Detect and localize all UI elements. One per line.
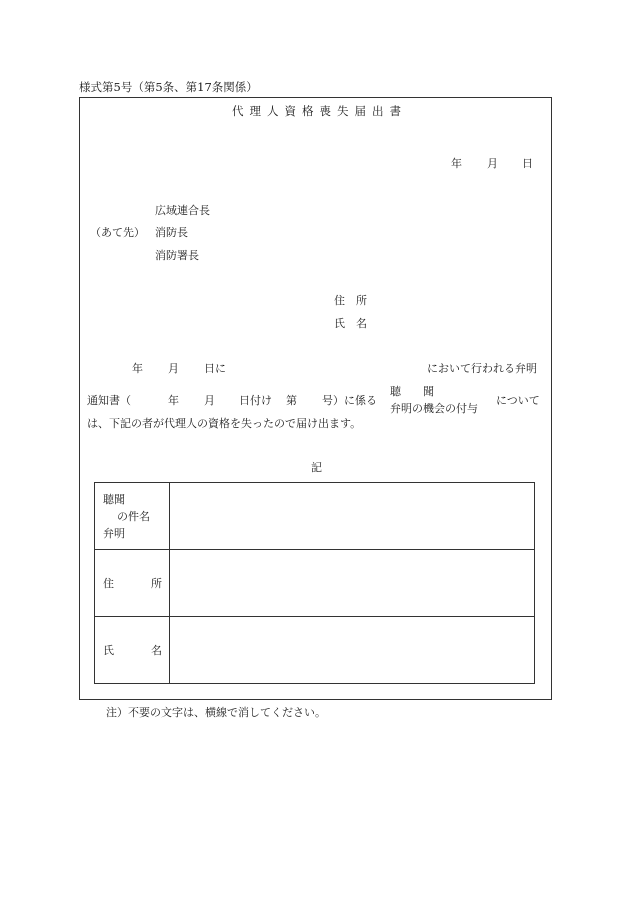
name-value-cell[interactable] [170, 617, 535, 684]
body-choice-explanation: 弁明の機会の付与 [390, 402, 478, 415]
addressee-line-1: 広域連合長 [155, 204, 210, 217]
body-l2-dai: 第 [286, 394, 297, 407]
address-value-cell[interactable] [170, 550, 535, 617]
name-label-b: 名 [151, 644, 162, 657]
footnote: 注）不要の文字は、横線で消してください。 [106, 706, 326, 719]
table-row [95, 550, 535, 617]
body-l3: は、下記の者が代理人の資格を失ったので届け出ます。 [87, 417, 362, 430]
ki-heading: 記 [311, 461, 322, 474]
body-l2-month: 月 [204, 394, 215, 407]
name-label-a: 氏 [103, 644, 114, 657]
case-name-value-cell[interactable] [170, 483, 535, 550]
body-l2-head: 通知書（ [87, 394, 131, 407]
table-row [95, 617, 535, 684]
body-l2-year: 年 [168, 394, 179, 407]
addressee-prefix: （あて先） [90, 226, 145, 239]
case-label-explanation: 弁明 [103, 527, 125, 540]
case-label-hearing: 聴聞 [103, 493, 125, 506]
body-l1-month: 月 [168, 362, 179, 375]
item-table [94, 482, 535, 684]
addressee-line-2: 消防長 [155, 226, 188, 239]
body-l1-tail: において行われる弁明 [427, 362, 537, 375]
name-label-cell [95, 617, 170, 684]
body-l1-year: 年 [132, 362, 143, 375]
addressee-line-3: 消防署長 [155, 249, 199, 262]
applicant-name-label: 氏 名 [334, 317, 367, 330]
case-name-label-cell [95, 483, 170, 550]
date-month: 月 [487, 157, 498, 170]
address-label-cell [95, 550, 170, 617]
body-l1-day: 日に [204, 362, 226, 375]
date-day: 日 [522, 157, 533, 170]
body-choice-hearing: 聴 聞 [390, 385, 434, 398]
table-row [95, 483, 535, 550]
case-label-name: の件名 [117, 510, 150, 523]
applicant-address-label: 住 所 [334, 294, 367, 307]
form-title: 代理人資格喪失届出書 [232, 104, 407, 118]
form-number: 様式第5号（第5条、第17条関係） [79, 80, 258, 94]
date-year: 年 [451, 157, 462, 170]
body-l2-tail: について [496, 394, 540, 407]
address-label-a: 住 [103, 577, 114, 590]
body-l2-go: 号）に係る [322, 394, 377, 407]
address-label-b: 所 [151, 577, 162, 590]
body-l2-dated: 日付け [239, 394, 272, 407]
